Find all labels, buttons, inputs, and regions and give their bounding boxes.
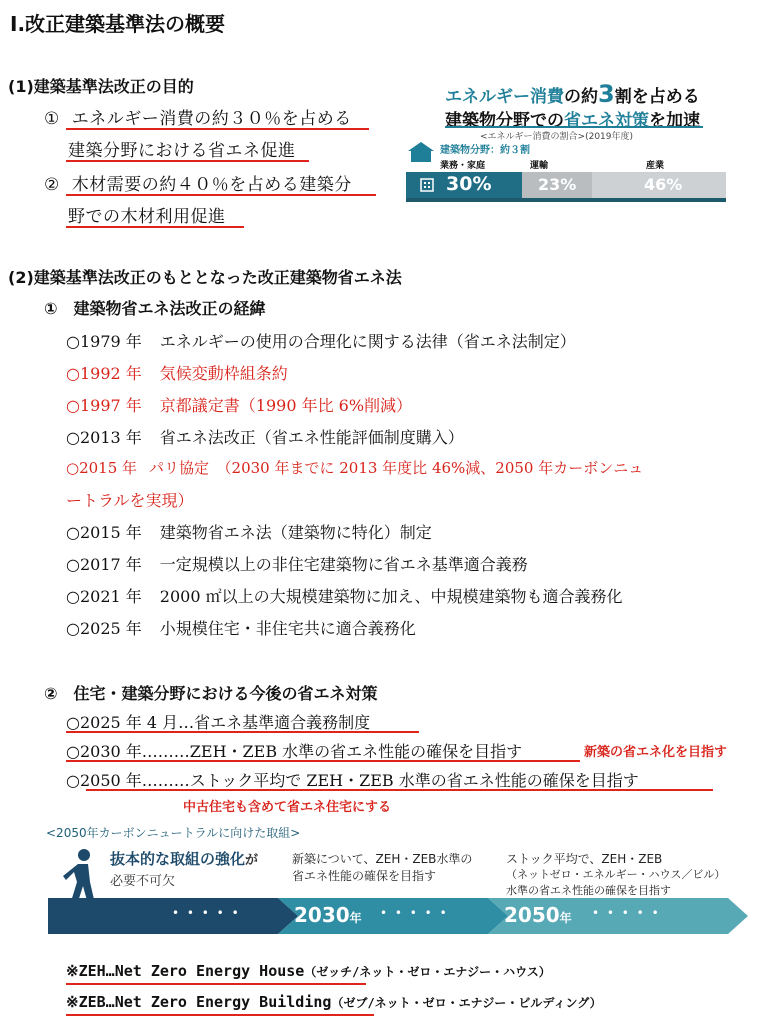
timeline-item: ○2015 年 建築物省エネ法（建築物に特化）制定 [66, 523, 432, 542]
info2-col2-b: 省エネ性能の確保を目指す [292, 869, 437, 883]
timeline-item: ○2013 年 省エネ法改正（省エネ性能評価制度購入） [66, 428, 464, 447]
underline [66, 731, 419, 733]
info2-col1-b: 必要不可欠 [110, 874, 176, 889]
item-text: エネルギー消費の約３０％を占める [71, 109, 352, 129]
house-icon [406, 140, 436, 164]
annotation-new-build: 新築の省エネ化を目指す [584, 745, 728, 760]
underline [66, 983, 366, 985]
roadmap-dots: • • • • • [592, 906, 661, 920]
info1-headline1: エネルギー消費の約3割を占める [445, 80, 700, 108]
timeline-item: ○2021 年 2000 ㎡以上の大規模建築物に加え、中規模建築物も適合義務化 [66, 587, 623, 606]
future-item: ○2050 年………ストック平均で ZEH・ZEB 水準の省エネ性能の確保を目指す [66, 771, 639, 790]
underline [66, 760, 580, 762]
info1-caption: <エネルギー消費の割合>(2019年度) [480, 132, 634, 142]
future-item: ○2025 年 4 月…省エネ基準適合義務制度 [66, 713, 371, 732]
purpose-item-2-line2: 野での木材利用促進 [68, 207, 226, 227]
timeline-item: ○1979 年 エネルギーの使用の合理化に関する法律（省エネ法制定） [66, 332, 576, 351]
underline [66, 194, 376, 196]
note-zeh: ※ZEH…Net Zero Energy House（ゼッチ/ネット・ゼロ・エナジー・ハウス） [66, 962, 551, 980]
building-icon [420, 178, 434, 192]
timeline-item: ○2015 年 パリ協定 （2030 年までに 2013 年度比 46%減、2050 年カーボンニュ [66, 459, 644, 477]
underline [86, 789, 713, 791]
section1-heading: (1)建築基準法改正の目的 [8, 77, 194, 96]
sector-label: 建築物分野：約３割 [440, 145, 530, 156]
info2-col3-c: 水準の省エネ性能の確保を目指す [506, 884, 671, 897]
info2-caption: <2050年カーボンニュートラルに向けた取組> [46, 826, 301, 840]
info2-col2-a: 新築について、ZEH・ZEB水準の [292, 852, 473, 866]
purpose-item-2 [44, 170, 352, 195]
section2-heading: (2)建築基準法改正のもととなった改正建築物省エネ法 [8, 268, 402, 287]
future-item: ○2030 年………ZEH・ZEB 水準の省エネ性能の確保を目指す [66, 742, 523, 761]
purpose-item-1 [44, 104, 352, 129]
milestone-2050: 2050年 [504, 903, 572, 927]
info2-col1: 抜本的な取組の強化が [110, 850, 259, 868]
note-zeb: ※ZEB…Net Zero Energy Building（ゼブ/ネット・ゼロ・エナジー・ビルディング） [66, 993, 602, 1011]
segment-label-1: 業務・家庭 [440, 161, 486, 171]
milestone-2030: 2030年 [294, 903, 362, 927]
underline [66, 160, 309, 162]
timeline-item: ○1997 年 京都議定書（1990 年比 6%削減） [66, 396, 413, 415]
section2-sub2: ② 住宅・建築分野における今後の省エネ対策 [44, 684, 378, 703]
timeline-item: ○1992 年 気候変動枠組条約 [66, 364, 288, 383]
info2-col3-a: ストック平均で、ZEH・ZEB [506, 852, 663, 866]
timeline-item: ○2025 年 小規模住宅・非住宅共に適合義務化 [66, 619, 416, 638]
item-text: 木材需要の約４０％を占める建築分 [71, 175, 352, 195]
item-number: ① [44, 109, 60, 129]
annotation-existing-housing: 中古住宅も含めて省エネ住宅にする [183, 800, 392, 815]
segment-value-3: 46% [644, 175, 683, 194]
roadmap-dots: • • • • • [172, 906, 241, 920]
info1-headline2: 建築物分野での省エネ対策を加速 [445, 111, 700, 131]
page-title: Ⅰ.改正建築基準法の概要 [10, 12, 226, 36]
section2-sub1: ① 建築物省エネ法改正の経緯 [44, 299, 266, 318]
segment-label-2: 運輸 [530, 161, 549, 171]
segment-value-2: 23% [538, 175, 577, 194]
underline [66, 1014, 374, 1016]
underline [66, 226, 244, 228]
item-number: ② [44, 175, 60, 195]
purpose-item-1-line2: 建築分野における省エネ促進 [68, 141, 296, 161]
energy-share-bar [406, 172, 726, 198]
segment-label-3: 産業 [646, 161, 665, 171]
headline-underline [445, 126, 703, 128]
info2-col3-b: （ネットゼロ・エネルギー・ハウス／ビル） [506, 868, 726, 881]
timeline-item-continued: ートラルを実現） [66, 491, 194, 510]
timeline-item: ○2017 年 一定規模以上の非住宅建築物に省エネ基準適合義務 [66, 555, 528, 574]
underline [66, 128, 369, 130]
roadmap-dots: • • • • • [380, 906, 449, 920]
segment-value-1: 30% [446, 173, 492, 195]
